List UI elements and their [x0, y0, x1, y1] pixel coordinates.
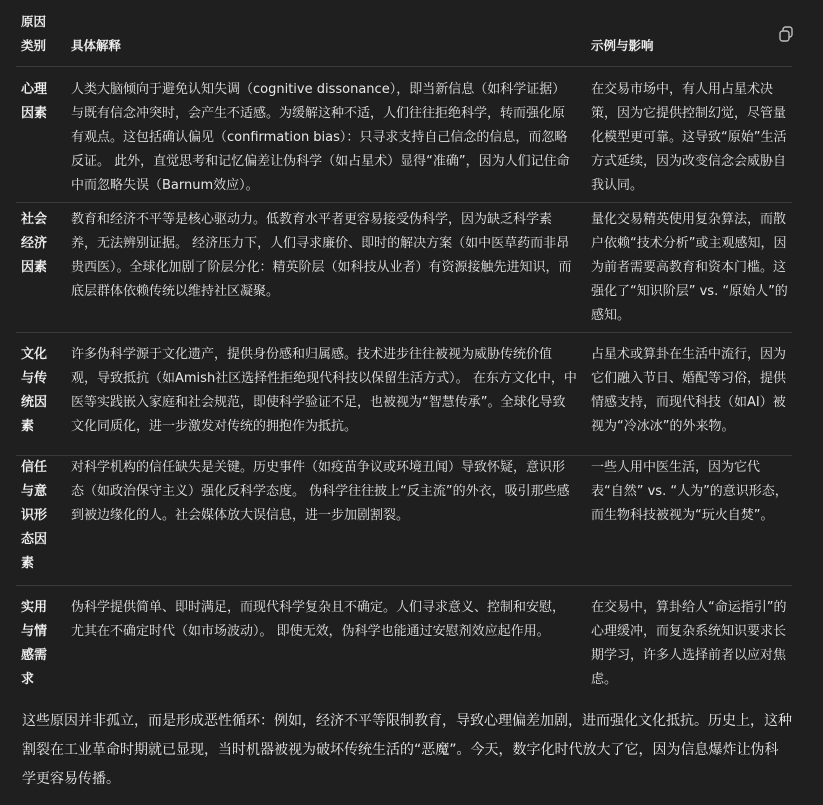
header-reason: 原因 类别 [21, 14, 47, 53]
header-explanation: 具体解释 [71, 38, 122, 53]
row-explanation: 对科学机构的信任缺失是关键。历史事件（如疫苗争议或环境丑闻）导致怀疑，意识形态（如政治保守主义）强化反科学态度。 伪科学往往披上“反主流”的外衣，吸引那些感到被边缘化的人。社会媒体放大误信息，进一步加剧割裂。 [71, 460, 570, 523]
row-category: 实用 与情 感需 求 [21, 600, 48, 687]
table-header [16, 8, 792, 67]
table-row [16, 333, 792, 456]
row-explanation: 许多伪科学源于文化遗产，提供身份感和归属感。技术进步往往被视为威胁传统价值观，导致抵抗（如Amish社区选择性拒绝现代科技以保留生活方式）。 在东方文化中，中医等实践嵌入家庭和社会规范，即使科学验证不足，也被视为“智慧传承”。全球化导致文化同质化，进一步激发对传统的拥抱作为抵抗。 [71, 347, 577, 434]
row-example: 占星术或算卦在生活中流行，因为它们融入节日、婚配等习俗，提供情感支持，而现代科技（如AI）被视为“冷冰冰”的外来物。 [591, 347, 787, 434]
row-category: 社会 经济 因素 [21, 212, 48, 275]
table-row [16, 586, 792, 706]
row-example: 量化交易精英使用复杂算法，而散户依赖“技术分析”或主观感知，因为前者需要高教育和资本门槛。这强化了“知识阶层” vs. “原始人”的感知。 [591, 212, 788, 323]
summary-paragraph: 这些原因并非孤立，而是形成恶性循环：例如，经济不平等限制教育，导致心理偏差加剧，进而强化文化抵抗。历史上，这种割裂在工业革命时期就已显现，当时机器被视为破坏传统生活的“恶魔”。今天，数字化时代放大了它，因为信息爆炸让伪科学更容易传播。 [22, 713, 792, 787]
table-row [16, 67, 792, 203]
header-example: 示例与影响 [591, 38, 654, 53]
row-category: 心理 因素 [21, 82, 48, 121]
copy-table-button[interactable] [776, 24, 796, 44]
row-explanation: 人类大脑倾向于避免认知失调（cognitive dissonance），即当新信息（如科学证据）与既有信念冲突时，会产生不适感。为缓解这种不适，人们往往拒绝科学，转而强化原有观点。这包括确认偏见（confirmation bias）：只寻求支持自己信念的信息，而忽略反证。 此外，直觉思考和记忆偏差让伪科学（如占星术）显得“准确”，因为人们记住命中而忽略失误（Barnum效应）。 [71, 82, 570, 193]
reasons-table [16, 8, 792, 706]
table-row [16, 203, 792, 333]
row-explanation: 伪科学提供简单、即时满足，而现代科学复杂且不确定。人们寻求意义、控制和安慰，尤其在不确定时代（如市场波动）。 即使无效，伪科学也能通过安慰剂效应起作用。 [71, 600, 566, 639]
row-category: 文化 与传 统因 素 [21, 347, 48, 434]
row-example: 在交易中，算卦给人“命运指引”的心理缓冲，而复杂系统知识要求长期学习，许多人选择前者以应对焦虑。 [591, 600, 787, 687]
row-category: 信任 与意 识形 态因 素 [21, 460, 48, 571]
row-example: 在交易市场中，有人用占星术决策，因为它提供控制幻觉，尽管量化模型更可靠。这导致“原始”生活方式延续，因为改变信念会威胁自我认同。 [591, 82, 787, 193]
row-explanation: 教育和经济不平等是核心驱动力。低教育水平者更容易接受伪科学，因为缺乏科学素养，无法辨别证据。 经济压力下，人们寻求廉价、即时的解决方案（如中医草药而非昂贵西医）。全球化加剧了阶层分化：精英阶层（如科技从业者）有资源接触先进知识，而底层群体依赖传统以维持社区凝聚。 [71, 212, 572, 299]
copy-icon [776, 24, 796, 44]
row-example: 一些人用中医生活，因为它代表“自然” vs. “人为”的意识形态，而生物科技被视为“玩火自焚”。 [591, 460, 788, 523]
table-row [16, 456, 792, 586]
